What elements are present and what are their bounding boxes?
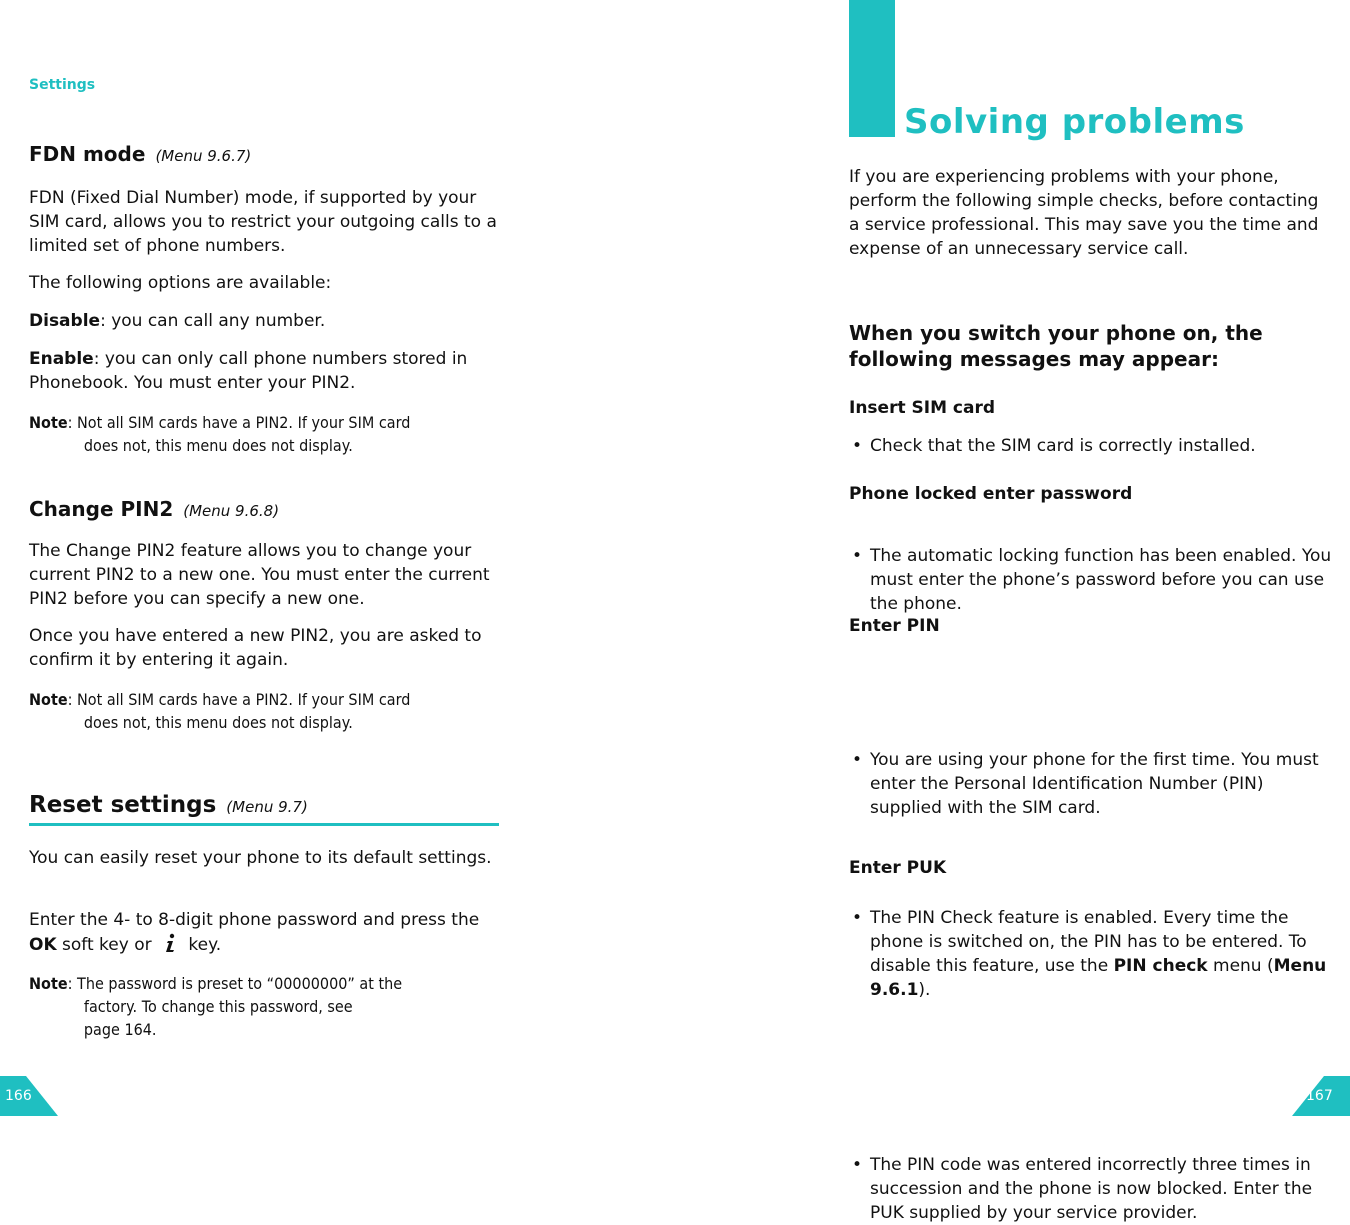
reset-heading-rule xyxy=(29,823,499,826)
intro-paragraph: If you are experiencing problems with your phone, perform the following simple checks, before contacting a service professional. This may save you the time and expense of an unnecessary service call. xyxy=(849,167,1319,259)
note-text: : The password is preset to “00000000” at the xyxy=(67,974,403,993)
pin2-title: Change PIN2 xyxy=(29,497,174,521)
reset-note xyxy=(29,972,497,1041)
pin2-menu-ref: (Menu 9.6.8) xyxy=(183,502,280,520)
enter-pin-bullet-2 xyxy=(849,906,1340,1002)
title-accent-bar xyxy=(849,0,895,137)
fdn-note xyxy=(29,411,497,457)
page-number: 166 xyxy=(5,1088,32,1104)
pin-check-menu: Menu 9.6.1 xyxy=(870,956,1327,1000)
subheading: When you switch your phone on, the following messages may appear: xyxy=(849,321,1263,371)
enable-text: : you can only call phone numbers stored in Phonebook. You must enter your PIN2. xyxy=(29,349,468,393)
phone-locked-title: Phone locked enter password xyxy=(849,484,1133,504)
insert-sim-title: Insert SIM card xyxy=(849,398,996,418)
note-text-cont: page 164. xyxy=(83,1020,157,1039)
fdn-menu-ref: (Menu 9.6.7) xyxy=(155,147,252,165)
disable-label: Disable xyxy=(29,311,101,331)
pin-check-text-a: The PIN Check feature is enabled. Every time the phone is switched on, the PIN has to be entered. To disable this feature, use the xyxy=(870,908,1307,976)
reset-description: You can easily reset your phone to its default settings. xyxy=(29,848,492,868)
reset-menu-ref: (Menu 9.7) xyxy=(226,798,308,816)
section-label: Settings xyxy=(29,77,96,93)
enable-label: Enable xyxy=(29,349,94,369)
enter-puk-title: Enter PUK xyxy=(849,858,947,878)
note-label: Note xyxy=(29,690,68,709)
fdn-heading xyxy=(29,142,251,166)
note-text-cont: does not, this menu does not display. xyxy=(83,436,353,455)
pin-check-text-c: ). xyxy=(918,980,931,1000)
pin-check-text-b: menu ( xyxy=(1207,956,1274,976)
phone-locked-bullet: • The automatic locking function has been enabled. You must enter the phone’s password before you can use the phone. xyxy=(849,544,1340,616)
enter-puk-bullet: • The PIN code was entered incorrectly three times in succession and the phone is now blocked. Enter the PUK supplied by your service provider. xyxy=(849,1153,1340,1225)
note-label: Note xyxy=(29,413,68,432)
fdn-description: FDN (Fixed Dial Number) mode, if supported by your SIM card, allows you to restrict your outgoing calls to a limited set of phone numbers. xyxy=(29,188,497,256)
disable-text: : you can call any number. xyxy=(100,311,326,331)
pin-check-label: PIN check xyxy=(1113,956,1208,976)
enter-pin-title: Enter PIN xyxy=(849,616,940,636)
reset-title: Reset settings xyxy=(29,792,217,818)
pin2-heading xyxy=(29,497,279,521)
page-number: 167 xyxy=(1306,1088,1333,1104)
fdn-title: FDN mode xyxy=(29,142,146,166)
pin2-note xyxy=(29,688,497,734)
reset-text-c: key. xyxy=(183,935,222,955)
note-label: Note xyxy=(29,974,68,993)
info-key-icon xyxy=(159,932,181,961)
fdn-options-intro: The following options are available: xyxy=(29,273,332,293)
insert-sim-bullet: • Check that the SIM card is correctly installed. xyxy=(849,434,1340,458)
reset-instructions xyxy=(29,908,499,961)
note-text-cont: factory. To change this password, see xyxy=(83,997,353,1016)
fdn-enable-option xyxy=(29,347,499,395)
pin2-confirm-text: Once you have entered a new PIN2, you are asked to confirm it by entering it again. xyxy=(29,626,482,670)
note-text: : Not all SIM cards have a PIN2. If your SIM card xyxy=(67,690,411,709)
note-text: : Not all SIM cards have a PIN2. If your SIM card xyxy=(67,413,411,432)
reset-text-b: soft key or xyxy=(56,935,157,955)
reset-text-a: Enter the 4- to 8-digit phone password and press the xyxy=(29,910,480,930)
pin2-description: The Change PIN2 feature allows you to change your current PIN2 to a new one. You must enter the current PIN2 before you can specify a new one. xyxy=(29,541,490,609)
page-number-tab-left xyxy=(0,1070,58,1116)
page-number-tab-right xyxy=(1292,1070,1350,1116)
fdn-disable-option xyxy=(29,309,499,333)
ok-key-label: OK xyxy=(29,935,57,955)
note-text-cont: does not, this menu does not display. xyxy=(83,713,353,732)
reset-heading xyxy=(29,792,308,818)
enter-pin-bullet-1: • You are using your phone for the first time. You must enter the Personal Identification Number (PIN) supplied with the SIM card. xyxy=(849,748,1340,820)
page-title: Solving problems xyxy=(904,102,1245,142)
